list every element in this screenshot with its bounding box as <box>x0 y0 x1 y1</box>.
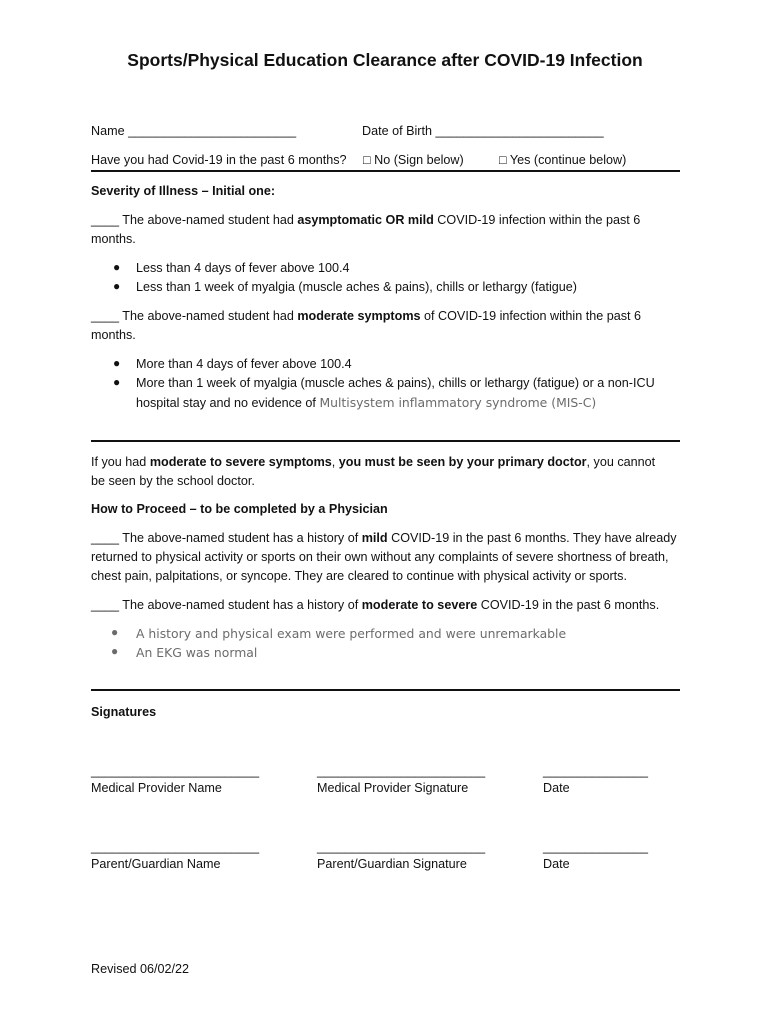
name-field[interactable]: Name ________________________ <box>91 124 297 138</box>
moderate-history-blank[interactable]: ____ <box>91 598 120 612</box>
list-item: Less than 1 week of myalgia (muscle aches & pains), chills or lethargy (fatigue) <box>136 280 577 294</box>
parent-guardian-signature-label: Parent/Guardian Signature <box>317 857 467 871</box>
parent-guardian-name-line[interactable]: ________________________ <box>91 840 260 854</box>
proceed-mild-statement: ____ The above-named student has a history of mild COVID-19 in the past 6 months. They have already returned to physical activity or sports on their own without any complaints of severe shortness of breath, chest pain, palpitations, or syncope. They are cleared to continue with physical activity or sports. <box>91 531 677 583</box>
list-item: An EKG was normal <box>136 645 258 660</box>
list-item: A history and physical exam were performed and were unremarkable <box>136 626 567 641</box>
medical-date-label: Date <box>543 781 570 795</box>
list-item-continuation: hospital stay and no evidence of Multisystem inflammatory syndrome (MIS-C) <box>136 395 597 410</box>
list-item: More than 1 week of myalgia (muscle aches & pains), chills or lethargy (fatigue) or a non-ICU <box>136 376 655 390</box>
option-no-checkbox[interactable]: □ No (Sign below) <box>363 153 464 167</box>
parent-date-line[interactable]: _______________ <box>543 840 649 854</box>
mis-c-text: Multisystem inflammatory syndrome (MIS-C) <box>319 395 597 410</box>
proceed-moderate-statement: ____ The above-named student has a history of moderate to severe COVID-19 in the past 6 months. <box>91 596 659 615</box>
option-yes-checkbox[interactable]: □ Yes (continue below) <box>499 153 627 167</box>
medical-date-line[interactable]: _______________ <box>543 764 649 778</box>
divider <box>91 440 680 442</box>
bullet-icon: ● <box>113 279 121 293</box>
covid-question: Have you had Covid-19 in the past 6 months? <box>91 153 347 167</box>
mild-severity-blank[interactable]: ____ <box>91 213 120 227</box>
severity-heading: Severity of Illness – Initial one: <box>91 184 276 198</box>
list-item: Less than 4 days of fever above 100.4 <box>136 261 350 275</box>
parent-guardian-signature-line[interactable]: ________________________ <box>317 840 486 854</box>
date-of-birth-field[interactable]: Date of Birth ________________________ <box>362 124 604 138</box>
medical-provider-signature-label: Medical Provider Signature <box>317 781 469 795</box>
parent-date-label: Date <box>543 857 570 871</box>
medical-provider-name-label: Medical Provider Name <box>91 781 222 795</box>
medical-provider-name-line[interactable]: ________________________ <box>91 764 260 778</box>
revised-date: Revised 06/02/22 <box>91 962 190 976</box>
divider <box>91 170 680 172</box>
bullet-icon: ● <box>111 625 119 639</box>
bullet-icon: ● <box>111 644 119 658</box>
parent-guardian-name-label: Parent/Guardian Name <box>91 857 221 871</box>
proceed-heading: How to Proceed – to be completed by a Physician <box>91 502 388 516</box>
bullet-icon: ● <box>113 260 121 274</box>
medical-provider-signature-line[interactable]: ________________________ <box>317 764 486 778</box>
form-title: Sports/Physical Education Clearance after COVID-19 Infection <box>127 50 643 70</box>
moderate-severity-blank[interactable]: ____ <box>91 309 120 323</box>
divider <box>91 689 680 691</box>
severity-mild-statement: ____ The above-named student had asymptomatic OR mild COVID-19 infection within the past 6 months. <box>91 213 641 246</box>
list-item: More than 4 days of fever above 100.4 <box>136 357 352 371</box>
primary-doctor-notice: If you had moderate to severe symptoms, you must be seen by your primary doctor, you cannot be seen by the school doctor. <box>91 455 656 488</box>
signatures-heading: Signatures <box>91 705 157 719</box>
severity-moderate-statement: ____ The above-named student had moderate symptoms of COVID-19 infection within the past 6 months. <box>91 309 642 342</box>
mild-history-blank[interactable]: ____ <box>91 531 120 545</box>
bullet-icon: ● <box>113 375 121 389</box>
bullet-icon: ● <box>113 356 121 370</box>
